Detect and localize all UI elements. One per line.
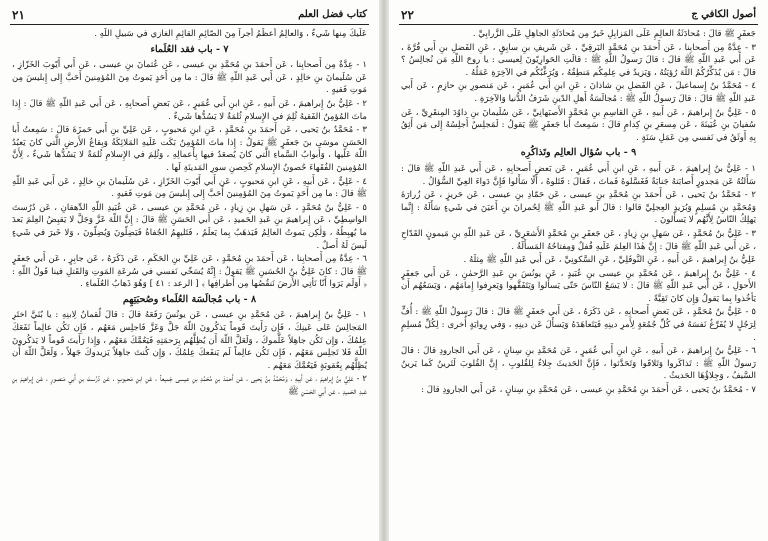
right-page — [389, 0, 768, 541]
hadith-paragraph: جَعفَرٍ ﷺ قالَ : مُحادَثَةُ العالِمِ عَلَى المَزابِلِ خَيرٌ مِن مُحادَثَةِ الجاهِلِ عَلَى الزَّرابِيِّ . — [472, 29, 756, 39]
hadith-paragraph: ٣ - عَلِيُّ بنُ مُحَمَّدٍ ، عَن سَهلِ بنِ زِيادٍ ، عَن جَعفَرِ بنِ مُحَمَّدٍ الأَشعَرِيِّ ، عَن عَبدِ اللّهِ بنِ مَيمونٍ القَدّاحِ ، عَن أَبي عَبدِ اللّهِ ﷺ قالَ : إِنَّ هٰذَا العِلمَ عَلَيهِ قُفلٌ وَمِفتاحُهُ المَسأَلَةُ . — [401, 228, 756, 252]
hadith-paragraph: ٢ - عَلِيُّ بنُ إِبراهيمَ ، عَن أَبيهِ ، عَنِ ابنِ أَبي عُمَيرٍ ، عَن بَعضِ أَصحابِهِ ، عَن أَبي عَبدِ اللّهِ ﷺ قالَ : إِذا ماتَ المُؤمِنُ الفَقيهُ ثُلِمَ في الإِسلامِ ثُلمَةٌ لا يَسُدُّها شَيءٌ . — [12, 98, 367, 122]
hadith-paragraph: ١ - عِدَّةٌ مِن أَصحابِنا ، عَن أَحمَدَ بنِ مُحَمَّدِ بنِ عيسى ، عَن عُثمانَ بنِ عيسى ، عَن أَبي أَيّوبَ الخَزّازِ ، عَن سُلَيمانَ بنِ خالِدٍ ، عَن أَبي عَبدِ اللّهِ ﷺ قالَ : ما مِن أَحَدٍ يَموتُ مِنَ المُؤمِنينَ أَحَبَّ إِلى إِبليسَ مِن مَوتِ فَقيهٍ . — [12, 60, 367, 96]
hadith-paragraph: ٢ - عَلِيُّ بنُ إِبراهيمَ ، عَن أَبيهِ ، وَمُحَمَّدُ بنُ يَحيى ، عَن أَحمَدَ بنِ مُحَمَّدِ بنِ عيسى جَميعاً ، عَنِ ابنِ مَحبوبٍ ، عَن دُرُستَ بنِ أَبي مَنصورٍ ، عَن إِبراهيمَ بنِ عَبدِ الحَميدِ ، عَن أَبي الحَسَنِ ﷺ — [12, 374, 367, 398]
section-heading: ٧ - باب فقد العُلَماء — [150, 43, 229, 55]
hadith-paragraph: عَلِيُّ بنُ إِبراهيمَ ، عَن أَبيهِ ، عَنِ النَّوفَلِيِّ ، عَنِ السَّكونِيِّ ، عَن أَبي عَبدِ اللّهِ ﷺ مِثلَهُ . — [463, 255, 756, 266]
hadith-paragraph: ٣ - مُحَمَّدُ بنُ يَحيى ، عَن أَحمَدَ بنِ مُحَمَّدٍ ، عَنِ ابنِ مَحبوبٍ ، عَن عَلِيِّ بنِ أَبي حَمزَةَ قالَ : سَمِعتُ أَبا الحَسَنِ موسَى بنَ جَعفَرٍ ﷺ يَقولُ : إِذا ماتَ المُؤمِنُ بَكَت عَلَيهِ المَلائِكَةُ وَبِقاعُ الأَرضِ الَّتي كانَ يَعبُدُ اللّهَ عَلَيها ، وَأَبوابُ السَّماءِ الَّتي كانَ يُصعَدُ فيها بِأَعمالِهِ ، وَثُلِمَ في الإِسلامِ ثُلمَةٌ لا يَسُدُّها شَيءٌ ، لِأَنَّ المُؤمِنينَ الفُقَهاءَ حُصونُ الإِسلامِ كَحِصنِ سورِ المَدينَةِ لَها . — [12, 125, 367, 173]
right-page-header — [399, 8, 758, 25]
left-page-header — [10, 8, 369, 25]
hadith-paragraph: ٦ - عِدَّةٌ مِن أَصحابِنا ، عَن أَحمَدَ بنِ مُحَمَّدٍ ، عَن عَلِيِّ بنِ الحَكَمِ ، عَن ذَكَرَهُ ، عَن جابِرٍ ، عَن أَبي جَعفَرٍ ﷺ قالَ : كانَ عَلِيُّ بنُ الحُسَينِ ﷺ يَقولُ : إِنَّهُ يُسَخّي نَفسي في سُرعَةِ المَوتِ وَالقَتلِ فينا قَولُ اللّهِ : ﴿ أَوَلَم يَرَوا أَنّا نَأتِي الأَرضَ نَنقُصُها مِن أَطرافِها ﴾ [ الرعد : ٤١ ] وَهُوَ ذَهابُ العُلَماءِ . — [12, 254, 367, 290]
hadith-paragraph: ٤ - مُحَمَّدُ بنُ إِسماعيلَ ، عَنِ الفَضلِ بنِ شاذانَ ، عَنِ ابنِ أَبي عُمَيرٍ ، عَن مَنصورِ بنِ حازِمٍ ، عَن أَبي عَبدِ اللّهِ ﷺ قالَ : قالَ رَسولُ اللّهِ ﷺ : مُجالَسَةُ أَهلِ الدّينِ شَرَفُ الدُّنيا وَالآخِرَةِ . — [401, 81, 756, 104]
right-page-body — [401, 28, 756, 537]
right-page-number: ٢٢ — [401, 8, 414, 22]
hadith-paragraph: ٥ - عَلِيُّ بنُ مُحَمَّدٍ ، عَن بَعضِ أَصحابِهِ ، عَن ذَكَرَهُ ، عَن أَبي جَعفَرٍ ﷺ قالَ : قالَ رَسولُ اللّهِ ﷺ : أُفٍّ لِرَجُلٍ لا يُفَرِّغُ نَفسَهُ في كُلِّ جُمُعَةٍ لِأَمرِ دينِهِ فَيَتَعاهَدَهُ وَيَسأَلَ عَن دينِهِ ، وَفي رِوايَةٍ أُخرى : لِكُلِّ مُسلِمٍ . — [401, 307, 756, 343]
hadith-paragraph: ٥ - عَلِيُّ بنُ إِبراهيمَ ، عَن أَبيهِ ، عَنِ القاسِمِ بنِ مُحَمَّدٍ الأَصبَهانِيِّ ، عَن سُلَيمانَ بنِ داوُدَ المِنقَرِيِّ ، عَن سُفيانَ بنِ عُيَينَةَ ، عَن مِسعَرِ بنِ كِدامٍ قالَ : سَمِعتُ أَبا جَعفَرٍ ﷺ يَقولُ : لَمَجلِسٌ أَجلِسُهُ إِلى مَن أَثِقُ بِهِ أَوثَقُ في نَفسي مِن عَمَلِ سَنَةٍ . — [401, 107, 756, 143]
book-gutter — [379, 0, 389, 541]
left-page-body — [12, 28, 367, 537]
left-page-number: ٢١ — [12, 8, 25, 22]
hadith-paragraph: ٣ - عِدَّةٌ مِن أَصحابِنا ، عَن أَحمَدَ بنِ مُحَمَّدٍ البَرقِيِّ ، عَن شَريفِ بنِ سابِقٍ ، عَنِ الفَضلِ بنِ أَبي قُرَّةَ ، عَن أَبي عَبدِ اللّهِ ﷺ قالَ : قالَ رَسولُ اللّهِ ﷺ : قالَتِ الحَوارِيّونَ لِعيسى : يا روحَ اللّهِ مَن نُجالِسُ ؟ قالَ : مَن يُذَكِّرُكُمُ اللّهَ رُؤيَتُهُ ، وَيَزيدُ في عِلمِكُم مَنطِقُهُ ، وَيُرَغِّبُكُم في الآخِرَةِ عَمَلُهُ . — [401, 42, 756, 78]
hadith-paragraph: ٤ - عَلِيُّ بنُ إِبراهيمَ ، عَن مُحَمَّدِ بنِ عيسى بنِ عُبَيدٍ ، عَن يونُسَ بنِ عَبدِ الرَّحمٰنِ ، عَن أَبي جَعفَرٍ الأَحوَلِ ، عَن أَبي عَبدِ اللّهِ ﷺ قالَ : لا يَسَعُ النّاسَ حَتّى يَسأَلوا وَيَتَفَقَّهوا وَيَعرِفوا إِمامَهُم ، وَيَسَعُهُم أَن يَأخُذوا بِما يَقولُ وَإِن كانَ تَقِيَّةً . — [401, 268, 756, 304]
left-page-header-title: كتاب فضل العلم — [298, 9, 367, 20]
hadith-paragraph: ٧ - مُحَمَّدُ بنُ يَحيى ، عَن أَحمَدَ بنِ مُحَمَّدِ بنِ عيسى ، عَن مُحَمَّدِ بنِ سِنانٍ ، عَن أَبي الجارودِ قالَ : — [421, 385, 756, 396]
hadith-paragraph: عَلَيكَ مِنها شَيءٌ ، وَالعالِمُ أَعظَمُ أَجراً مِنَ الصّائِمِ القائِمِ الغازي في سَبيلِ اللّهِ . — [94, 29, 367, 39]
hadith-paragraph: ٦ - عَلِيُّ بنُ إِبراهيمَ ، عَن أَبيهِ ، عَنِ ابنِ أَبي عُمَيرٍ ، عَن مُحَمَّدِ بنِ سِنانٍ ، عَن أَبي الجارودِ قالَ : قالَ رَسولُ اللّهِ ﷺ : تَذاكَروا وَتَلاقَوا وَتَحَدَّثوا ، فَإِنَّ الحَديثَ جِلاءٌ لِلقُلوبِ ، إِنَّ القُلوبَ لَتَرينُ كَما يَرينُ السَّيفُ ، وَجِلاؤُهَا الحَديثُ . — [401, 346, 756, 382]
hadith-paragraph: ١ - عَلِيُّ بنُ إِبراهيمَ ، عَن مُحَمَّدِ بنِ عيسى ، عَن يونُسَ رَفَعَهُ قالَ : قالَ لُقمانُ لِابنِهِ : يا بُنَيَّ اختَرِ المَجالِسَ عَلى عَينِكَ ، فَإِن رَأَيتَ قَوماً يَذكُرونَ اللّهَ جَلَّ وَعَزَّ فَاجلِس مَعَهُم ، فَإِن تَكُن عالِماً نَفَعَكَ عِلمُكَ ، وَإِن تَكُن جاهِلاً عَلَّموكَ ، وَلَعَلَّ اللّهَ أَن يُظِلَّهُم بِرَحمَتِهِ فَيَعُمَّكَ مَعَهُم ، وَإِذا رَأَيتَ قَوماً لا يَذكُرونَ اللّهَ فَلا تَجلِس مَعَهُم ، فَإِن تَكُن عالِماً لَم يَنفَعكَ عِلمُكَ ، وَإِن كُنتَ جاهِلاً يَزيدوكَ جَهلاً ، وَلَعَلَّ اللّهَ أَن يُظِلَّهُم بِعُقوبَةٍ فَيَعُمَّكَ مَعَهُم . — [12, 310, 367, 371]
hadith-paragraph: ٢ - مُحَمَّدُ بنُ يَحيى ، عَن أَحمَدَ بنِ مُحَمَّدِ بنِ عيسى ، عَن حَمّادِ بنِ عيسى ، عَن حَريزٍ ، عَن زُرارَةَ وَمُحَمَّدِ بنِ مُسلِمٍ وَبُرَيدٍ العِجلِيِّ قالوا : قالَ أَبو عَبدِ اللّهِ ﷺ لِحُمرانَ بنِ أَعيَنَ في شَيءٍ سَأَلَهُ : إِنَّما يَهلِكُ النّاسُ لِأَنَّهُم لا يَسأَلونَ . — [401, 190, 756, 226]
hadith-paragraph: ١ - عَلِيُّ بنُ إِبراهيمَ ، عَن أَبيهِ ، عَنِ ابنِ أَبي عُمَيرٍ ، عَن بَعضِ أَصحابِهِ ، عَن أَبي عَبدِ اللّهِ ﷺ قالَ : سَأَلتُهُ عَن مَجدورٍ أَصابَتهُ جَنابَةٌ فَغَسَّلوهُ فَماتَ ، فَقالَ : قَتَلوهُ ، أَلّا سَأَلوا فَإِنَّ دَواءَ العِيِّ السُّؤالُ . — [401, 163, 756, 187]
section-heading: ٨ - باب مُجالَسَة العُلَماء وصُحبَتِهِم — [122, 293, 257, 305]
right-page-header-title: أصول الكافي ج — [691, 9, 756, 20]
section-heading: ٩ - باب سُؤال العالِم وتَذاكُرِه — [520, 147, 637, 159]
left-page — [0, 0, 379, 541]
hadith-paragraph: ٤ - عَلِيٌّ ، عَن أَبيهِ ، عَنِ ابنِ مَحبوبٍ ، عَن أَبي أَيّوبَ الخَزّازِ ، عَن سُلَيمانَ بنِ خالِدٍ ، عَن أَبي عَبدِ اللّهِ ﷺ قالَ : ما مِن أَحَدٍ يَموتُ مِنَ المُؤمِنينَ أَحَبَّ إِلى إِبليسَ مِن مَوتِ فَقيهٍ . — [12, 176, 367, 200]
hadith-paragraph: ٥ - عَلِيُّ بنُ مُحَمَّدٍ ، عَن سَهلِ بنِ زِيادٍ ، عَن مُحَمَّدِ بنِ عيسى ، عَن عُبَيدِ اللّهِ الدِّهقانِ ، عَن دُرُستَ الواسِطِيِّ ، عَن إِبراهيمَ بنِ عَبدِ الحَميدِ ، عَن أَبي الحَسَنِ ﷺ قالَ : إِنَّ اللّهَ عَزَّ وَجَلَّ لا يَقبِضُ العِلمَ بَعدَ ما يُهبِطُهُ ، وَلٰكِن يَموتُ العالِمُ فَيَذهَبُ بِما يَعلَمُ ، فَتَليهِمُ الجُفاةُ فَيَضِلّونَ وَيُضِلّونَ ، وَلا خَيرَ في شَيءٍ لَيسَ لَهُ أَصلٌ . — [12, 202, 367, 251]
